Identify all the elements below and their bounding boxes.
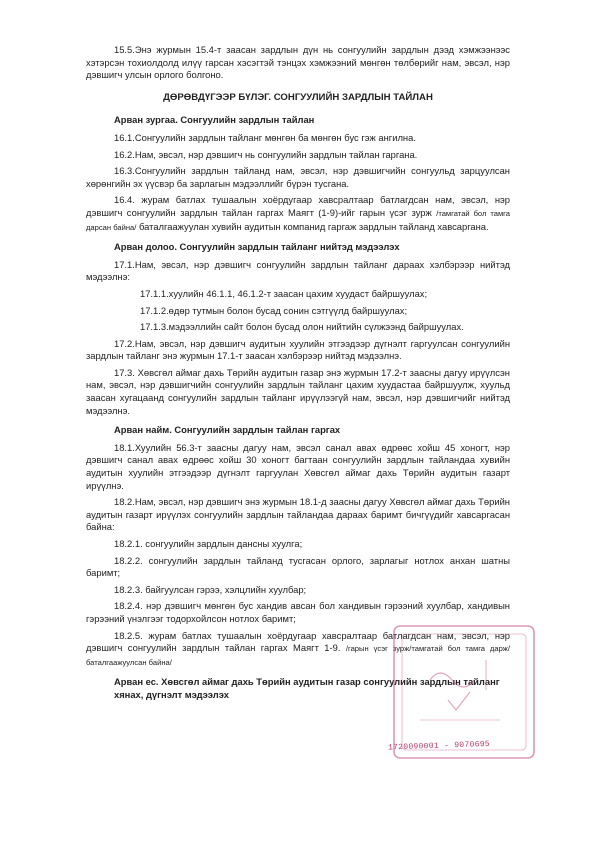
paragraph-17-1: 17.1.Нам, эвсэл, нэр дэвшигч сонгуулийн зардлын тайланг дараах хэлбэрээр нийтэд мэдээлнэ: [86,258,510,283]
article-16-heading: Арван зургаа. Сонгуулийн зардлын тайлан [114,114,315,126]
paragraph-16-4-text-b: баталгаажуулан хувийн аудитын компанид гаргаж зардлын тайланд хавсаргана. [136,220,489,232]
stamp-number: 1720090001 - 9070695 [387,739,491,753]
paragraph-16-2: 16.2.Нам, эвсэл, нэр дэвшигч нь сонгуулийн зардлын тайлан гаргана. [114,148,418,160]
paragraph-16-4 [86,194,510,234]
paragraph-16-4-note: /тамгатай бол тамга дарсан байна/ [86,208,510,232]
document-body [86,44,510,707]
article-19-heading: Арван ес. Хөвсгөл аймаг дахь Төрийн аудитын газар сонгуулийн зардлын тайланг хянах, дүгнэлт мэдээлэх [114,676,500,700]
paragraph-16-3: 16.3.Сонгуулийн зардлын тайланд нам, эвсэл, нэр дэвшигчийн сонгуульд зарцуулсан хөрөнгийн эх үүсвэр ба зарлагын мэдээллийг бүрэн тусгана. [86,165,510,189]
paragraph-18-2-5-note: /гарын үсэг зурж/тамгатай бол тамга дарж/ баталгаажуулсан байна/ [86,644,511,667]
paragraph-16-1: 16.1.Сонгуулийн зардлын тайланг мөнгөн ба мөнгөн бус гэж ангилна. [114,131,416,143]
paragraph-15-5: 15.5.Энэ журмын 15.4-т заасан зардлын дүн нь сонгуулийн зардлын дээд хэмжээнээс хэтэрсэн тохиолдолд илүү гарсан хэсэгтэй тэнцэх хэмжээний мөнгөн төлбөрийг нам, эвсэл, нэр дэвшигч улсын орлого болгоно. [86,44,510,81]
paragraph-17-1-3: 17.1.3.мэдээллийн сайт болон бусад олон нийтийн сүлжээнд байршуулах. [140,321,464,333]
paragraph-18-2-3: 18.2.3. байгуулсан гэрээ, хэлцлийн хуулбар; [114,583,307,595]
paragraph-16-4-text-a: 16.4. журам батлах тушаалын хоёрдугаар хавсралтаар батлагдсан нам, эвсэл, нэр дэвшигч сонгуулийн зардлын тайлан гаргах Маягт (1-9)-ийг гарын үсэг зурж [86,194,510,218]
paragraph-17-1-1: 17.1.1.хуулийн 46.1.1, 46.1.2-т заасан цахим хуудаст байршуулах; [140,287,428,299]
paragraph-17-3: 17.3. Хөвсгөл аймаг дахь Төрийн аудитын газар энэ журмын 17.2-т заасны дагуу ирүүлсэн нам, эвсэл, нэр дэвшигчийн сонгуулийн зардлын тайланг цахим хуудастаа байршуулж, хуульд заасан хугацаанд сонгуулийн зардлын тайланг ирүүлээгүй нам, эвсэл, нэр дэвшигчийг нийтэд мэдээлнэ. [86,366,510,416]
paragraph-18-2-1: 18.2.1. сонгуулийн зардлын дансны хуулга; [114,538,303,549]
paragraph-18-2-2: 18.2.2. сонгуулийн зардлын тайланд тусгасан орлого, зарлагыг нотлох анхан шатны баримт; [86,554,510,579]
paragraph-18-2-5 [86,630,510,670]
article-17-heading: Арван долоо. Сонгуулийн зардлын тайланг нийтэд мэдээлэх [114,241,400,253]
chapter-heading: ДӨРӨВДҮГЭЭР БҮЛЭГ. СОНГУУЛИЙН ЗАРДЛЫН ТАЙЛАН [163,91,433,103]
paragraph-18-1: 18.1.Хуулийн 56.3-т заасны дагуу нам, эвсэл санал авах өдрөөс хойш 45 хоногт, нэр дэвшигч санал авах өдрөөс хойш 30 хоногт багтаан сонгуулийн зардлын тайландаа хувийн аудитын хуулийн этгээдээр дүгнэлт гаргуулан Хөвсгөл аймаг дахь Төрийн аудитын газарт ирүүлнэ. [86,441,510,491]
paragraph-18-2-4: 18.2.4. нэр дэвшигч мөнгөн бус хандив авсан бол хандивын гэрээний хуулбар, хандивын гэрээний үнэлгээг тодорхойлсон нотлох баримт; [86,600,510,624]
paragraph-17-2: 17.2.Нам, эвсэл, нэр дэвшигч аудитын хуулийн этгээдээр дүгнэлт гаргуулсан сонгуулийн зардлын тайланг энэ журмын 17.1-т заасан хэлбэрээр нийтэд мэдээлнэ. [86,337,510,362]
article-18-heading: Арван найм. Сонгуулийн зардлын тайлан гаргах [114,424,341,436]
paragraph-18-2: 18.2.Нам, эвсэл, нэр дэвшигч энэ журмын 18.1-д заасны дагуу Хөвсгөл аймаг дахь Төрийн аудитын газарт ирүүлэх сонгуулийн зардлын тайландаа дараах баримт бичгүүдийг хавсаргасан байна: [86,496,510,533]
paragraph-17-1-2: 17.1.2.өдөр тутмын болон бусад сонин сэтгүүлд байршуулах; [140,304,408,316]
paragraph-18-2-5-text: 18.2.5. журам батлах тушаалын хоёрдугаар хавсралтаар батлагдсан нам, эвсэл, нэр дэвшигч сонгуулийн зардлын тайлан гаргах Маягт 1-9. [86,629,510,654]
